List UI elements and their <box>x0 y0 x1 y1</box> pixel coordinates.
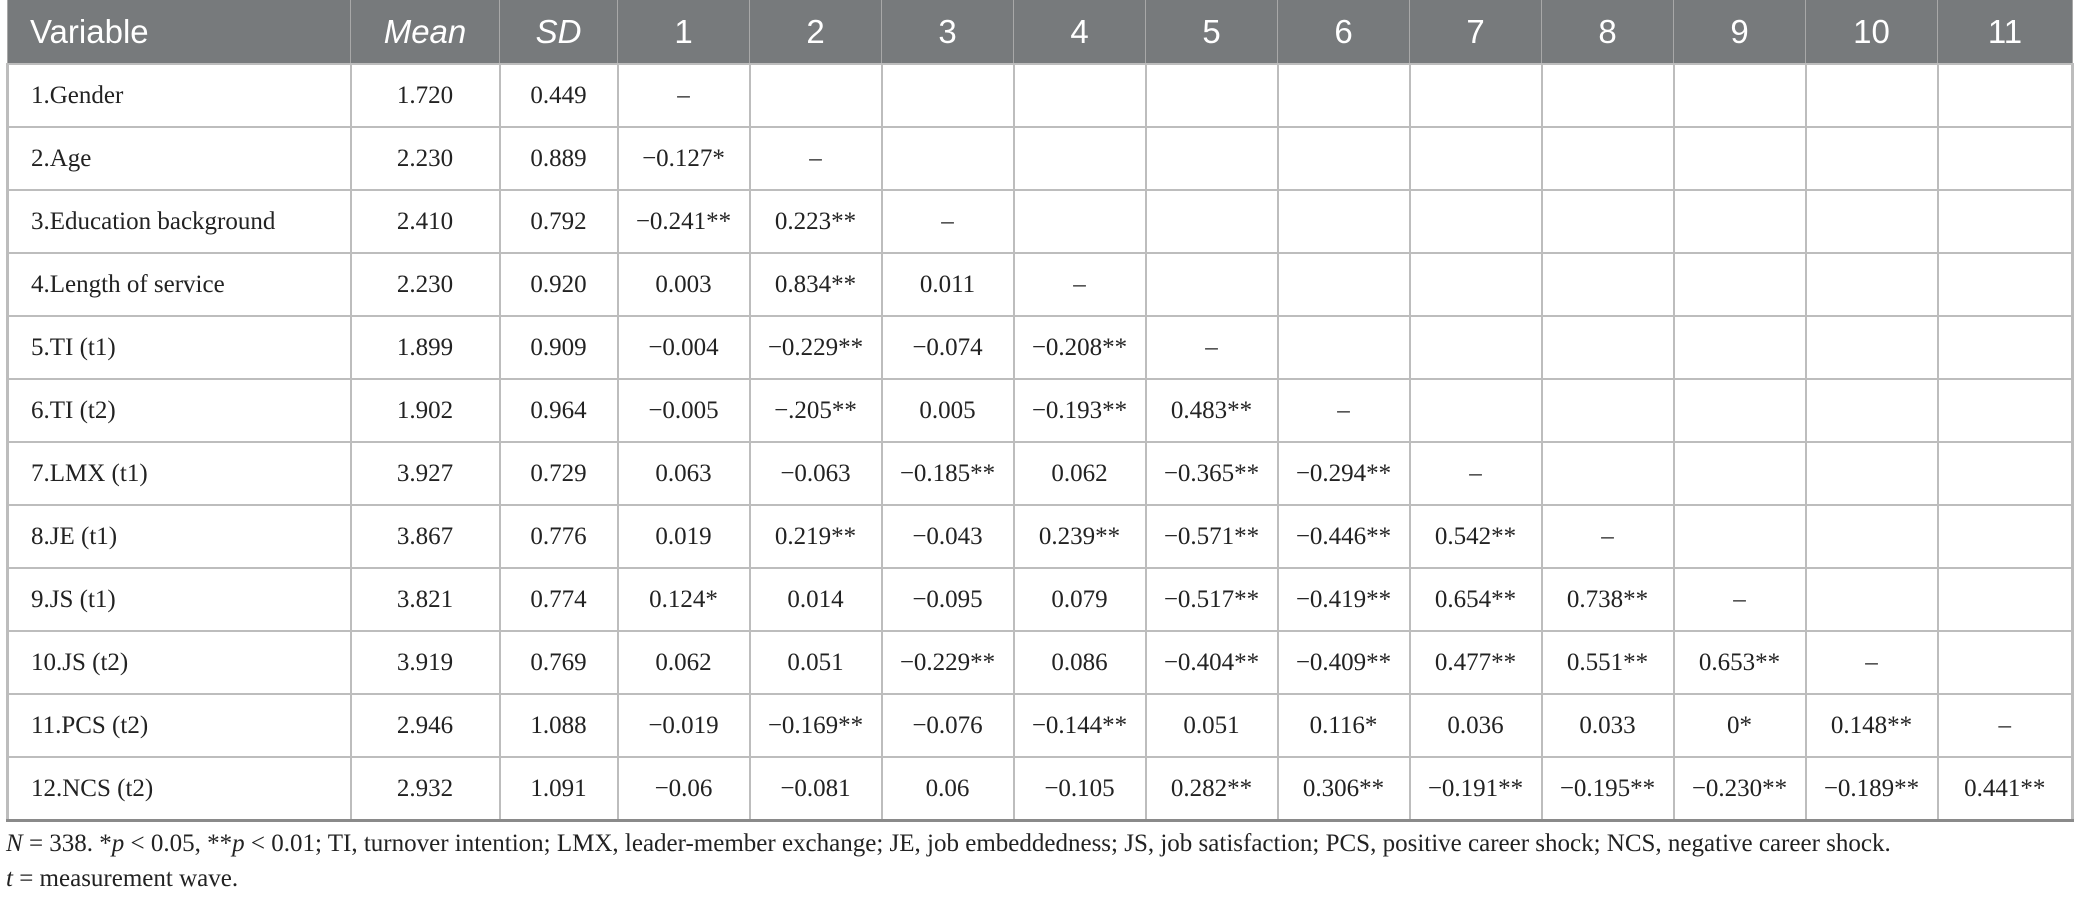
variable-cell: 8.JE (t1) <box>8 505 351 568</box>
correlation-cell <box>1938 190 2073 253</box>
correlation-cell <box>1278 253 1410 316</box>
note-n-label: N <box>6 830 23 857</box>
correlation-cell: −0.144** <box>1014 694 1146 757</box>
note-t-text: = measurement wave. <box>12 865 239 892</box>
correlation-cell <box>1806 568 1938 631</box>
note-p1-text: < 0.05, ** <box>124 830 233 857</box>
sd-cell: 1.088 <box>500 694 618 757</box>
correlation-cell: – <box>1674 568 1806 631</box>
variable-cell: 5.TI (t1) <box>8 316 351 379</box>
table-row <box>8 64 2073 127</box>
mean-cell: 2.410 <box>351 190 500 253</box>
correlation-cell <box>1278 64 1410 127</box>
correlation-cell: −0.005 <box>618 379 750 442</box>
correlation-cell <box>1278 316 1410 379</box>
correlation-cell <box>1542 127 1674 190</box>
correlation-cell <box>1410 64 1542 127</box>
correlation-cell: 0.239** <box>1014 505 1146 568</box>
correlation-cell: −0.571** <box>1146 505 1278 568</box>
correlation-cell <box>1410 253 1542 316</box>
correlation-cell: 0.653** <box>1674 631 1806 694</box>
sd-cell: 0.449 <box>500 64 618 127</box>
sd-cell: 0.920 <box>500 253 618 316</box>
correlation-cell: 0.033 <box>1542 694 1674 757</box>
correlation-cell <box>1938 253 2073 316</box>
correlation-cell <box>1938 442 2073 505</box>
mean-cell: 1.720 <box>351 64 500 127</box>
variable-cell: 1.Gender <box>8 64 351 127</box>
correlation-cell: 0.014 <box>750 568 882 631</box>
correlation-cell <box>1674 316 1806 379</box>
correlation-cell <box>1806 442 1938 505</box>
correlation-cell: −0.191** <box>1410 757 1542 821</box>
table-row <box>8 505 2073 568</box>
mean-cell: 3.867 <box>351 505 500 568</box>
correlation-cell <box>1014 190 1146 253</box>
correlation-cell: 0.116* <box>1278 694 1410 757</box>
variable-cell: 4.Length of service <box>8 253 351 316</box>
correlation-cell: – <box>1410 442 1542 505</box>
correlation-cell: – <box>1278 379 1410 442</box>
correlation-cell: 0.441** <box>1938 757 2073 821</box>
correlation-cell: −0.419** <box>1278 568 1410 631</box>
correlation-cell <box>1674 64 1806 127</box>
table-row <box>8 253 2073 316</box>
correlation-cell: 0.148** <box>1806 694 1938 757</box>
mean-cell: 2.230 <box>351 253 500 316</box>
variable-cell: 12.NCS (t2) <box>8 757 351 821</box>
correlation-cell: −0.081 <box>750 757 882 821</box>
correlation-table-container <box>6 0 2071 822</box>
sd-cell: 0.792 <box>500 190 618 253</box>
correlation-cell <box>1806 190 1938 253</box>
sd-cell: 0.889 <box>500 127 618 190</box>
correlation-cell <box>1410 379 1542 442</box>
sd-cell: 0.776 <box>500 505 618 568</box>
correlation-cell: −0.409** <box>1278 631 1410 694</box>
correlation-cell <box>1938 631 2073 694</box>
correlation-cell: 0.738** <box>1542 568 1674 631</box>
correlation-cell <box>1806 253 1938 316</box>
table-row <box>8 127 2073 190</box>
correlation-cell: 0.019 <box>618 505 750 568</box>
correlation-cell: 0.051 <box>750 631 882 694</box>
note-p2-label: p <box>232 830 245 857</box>
correlation-cell: – <box>618 64 750 127</box>
correlation-cell: – <box>1542 505 1674 568</box>
correlation-cell <box>1938 505 2073 568</box>
table-row <box>8 190 2073 253</box>
mean-cell: 2.946 <box>351 694 500 757</box>
correlation-cell: – <box>1014 253 1146 316</box>
correlation-cell: −0.208** <box>1014 316 1146 379</box>
variable-cell: 11.PCS (t2) <box>8 694 351 757</box>
correlation-cell <box>1542 379 1674 442</box>
correlation-cell <box>882 127 1014 190</box>
header-col-4: 4 <box>1014 0 1146 64</box>
correlation-cell <box>1278 127 1410 190</box>
mean-cell: 3.821 <box>351 568 500 631</box>
table-row <box>8 568 2073 631</box>
correlation-cell: 0.834** <box>750 253 882 316</box>
correlation-cell <box>1806 505 1938 568</box>
correlation-cell <box>1542 190 1674 253</box>
correlation-cell <box>1806 316 1938 379</box>
correlation-cell: 0.477** <box>1410 631 1542 694</box>
correlation-cell: 0.005 <box>882 379 1014 442</box>
correlation-cell: −0.294** <box>1278 442 1410 505</box>
correlation-cell <box>1014 64 1146 127</box>
correlation-cell <box>1146 190 1278 253</box>
mean-cell: 3.919 <box>351 631 500 694</box>
correlation-cell <box>1410 190 1542 253</box>
correlation-cell: 0.003 <box>618 253 750 316</box>
correlation-cell: −0.169** <box>750 694 882 757</box>
correlation-cell <box>750 64 882 127</box>
table-row <box>8 442 2073 505</box>
sd-cell: 0.964 <box>500 379 618 442</box>
correlation-cell <box>1146 64 1278 127</box>
correlation-cell <box>1674 127 1806 190</box>
header-variable: Variable <box>8 0 351 64</box>
correlation-cell: 0.654** <box>1410 568 1542 631</box>
table-row <box>8 379 2073 442</box>
mean-cell: 1.902 <box>351 379 500 442</box>
correlation-cell <box>1938 379 2073 442</box>
correlation-cell: 0.062 <box>1014 442 1146 505</box>
correlation-cell <box>1674 253 1806 316</box>
correlation-cell: −0.019 <box>618 694 750 757</box>
correlation-cell: – <box>1146 316 1278 379</box>
correlation-cell <box>1674 190 1806 253</box>
correlation-cell: −0.365** <box>1146 442 1278 505</box>
sd-cell: 0.769 <box>500 631 618 694</box>
header-row <box>8 0 2073 64</box>
correlation-cell: 0.086 <box>1014 631 1146 694</box>
correlation-cell: 0.124* <box>618 568 750 631</box>
note-n-text: = 338. * <box>22 830 112 857</box>
header-mean: Mean <box>351 0 500 64</box>
correlation-cell <box>1674 379 1806 442</box>
correlation-cell: 0.219** <box>750 505 882 568</box>
correlation-cell: −0.076 <box>882 694 1014 757</box>
correlation-cell: 0.542** <box>1410 505 1542 568</box>
header-col-2: 2 <box>750 0 882 64</box>
correlation-cell: −0.230** <box>1674 757 1806 821</box>
correlation-cell: −0.074 <box>882 316 1014 379</box>
variable-cell: 2.Age <box>8 127 351 190</box>
table-row <box>8 757 2073 821</box>
correlation-cell: 0.036 <box>1410 694 1542 757</box>
correlation-cell: −0.404** <box>1146 631 1278 694</box>
correlation-cell: 0.011 <box>882 253 1014 316</box>
variable-cell: 10.JS (t2) <box>8 631 351 694</box>
header-col-9: 9 <box>1674 0 1806 64</box>
correlation-cell: −0.193** <box>1014 379 1146 442</box>
header-col-5: 5 <box>1146 0 1278 64</box>
correlation-cell: 0.079 <box>1014 568 1146 631</box>
correlation-cell: −0.241** <box>618 190 750 253</box>
correlation-cell <box>1542 442 1674 505</box>
correlation-cell <box>1410 316 1542 379</box>
correlation-cell: −0.229** <box>882 631 1014 694</box>
variable-cell: 7.LMX (t1) <box>8 442 351 505</box>
header-col-6: 6 <box>1278 0 1410 64</box>
correlation-cell: 0.483** <box>1146 379 1278 442</box>
correlation-cell: −0.127* <box>618 127 750 190</box>
correlation-cell <box>1542 64 1674 127</box>
correlation-cell: – <box>1938 694 2073 757</box>
table-body <box>8 64 2073 821</box>
correlation-cell: 0.282** <box>1146 757 1278 821</box>
sd-cell: 1.091 <box>500 757 618 821</box>
correlation-cell: −0.446** <box>1278 505 1410 568</box>
correlation-cell: 0.06 <box>882 757 1014 821</box>
correlation-cell: 0* <box>1674 694 1806 757</box>
correlation-cell: −0.06 <box>618 757 750 821</box>
correlation-cell: – <box>882 190 1014 253</box>
variable-cell: 3.Education background <box>8 190 351 253</box>
note-t-label: t <box>6 865 13 892</box>
correlation-cell: −0.229** <box>750 316 882 379</box>
correlation-cell <box>1938 64 2073 127</box>
correlation-cell: −0.004 <box>618 316 750 379</box>
header-col-11: 11 <box>1938 0 2073 64</box>
correlation-cell: −0.189** <box>1806 757 1938 821</box>
correlation-cell: −.205** <box>750 379 882 442</box>
correlation-cell: – <box>750 127 882 190</box>
variable-cell: 6.TI (t2) <box>8 379 351 442</box>
note-p1-label: p <box>111 830 125 857</box>
correlation-cell: 0.306** <box>1278 757 1410 821</box>
correlation-cell <box>1938 316 2073 379</box>
correlation-cell <box>1806 64 1938 127</box>
table-row <box>8 316 2073 379</box>
correlation-cell: 0.051 <box>1146 694 1278 757</box>
correlation-cell <box>1014 127 1146 190</box>
correlation-table <box>6 0 2074 822</box>
correlation-cell <box>1542 316 1674 379</box>
correlation-cell: −0.517** <box>1146 568 1278 631</box>
correlation-cell: −0.095 <box>882 568 1014 631</box>
correlation-cell: −0.195** <box>1542 757 1674 821</box>
mean-cell: 2.932 <box>351 757 500 821</box>
correlation-cell <box>882 64 1014 127</box>
correlation-cell <box>1674 505 1806 568</box>
sd-cell: 0.774 <box>500 568 618 631</box>
correlation-cell <box>1938 568 2073 631</box>
correlation-cell: – <box>1806 631 1938 694</box>
table-row <box>8 694 2073 757</box>
correlation-cell: 0.223** <box>750 190 882 253</box>
correlation-cell: 0.551** <box>1542 631 1674 694</box>
header-col-1: 1 <box>618 0 750 64</box>
correlation-cell <box>1806 127 1938 190</box>
mean-cell: 3.927 <box>351 442 500 505</box>
correlation-cell <box>1938 127 2073 190</box>
correlation-cell: −0.105 <box>1014 757 1146 821</box>
correlation-cell: −0.185** <box>882 442 1014 505</box>
header-col-8: 8 <box>1542 0 1674 64</box>
correlation-cell: 0.063 <box>618 442 750 505</box>
table-note <box>6 826 2071 896</box>
correlation-cell: 0.062 <box>618 631 750 694</box>
note-p2-text: < 0.01; TI, turnover intention; LMX, leader-member exchange; JE, job embeddedness; JS, job satisfaction; PCS, positive career shock; NCS, negative career shock. <box>244 830 1891 857</box>
mean-cell: 2.230 <box>351 127 500 190</box>
correlation-cell <box>1410 127 1542 190</box>
table-row <box>8 631 2073 694</box>
correlation-cell: −0.043 <box>882 505 1014 568</box>
header-col-10: 10 <box>1806 0 1938 64</box>
correlation-cell <box>1806 379 1938 442</box>
correlation-cell <box>1146 127 1278 190</box>
sd-cell: 0.909 <box>500 316 618 379</box>
header-col-3: 3 <box>882 0 1014 64</box>
correlation-cell <box>1542 253 1674 316</box>
correlation-cell: −0.063 <box>750 442 882 505</box>
header-sd: SD <box>500 0 618 64</box>
sd-cell: 0.729 <box>500 442 618 505</box>
correlation-cell <box>1146 253 1278 316</box>
table-header <box>8 0 2073 64</box>
correlation-cell <box>1674 442 1806 505</box>
header-col-7: 7 <box>1410 0 1542 64</box>
correlation-cell <box>1278 190 1410 253</box>
mean-cell: 1.899 <box>351 316 500 379</box>
variable-cell: 9.JS (t1) <box>8 568 351 631</box>
